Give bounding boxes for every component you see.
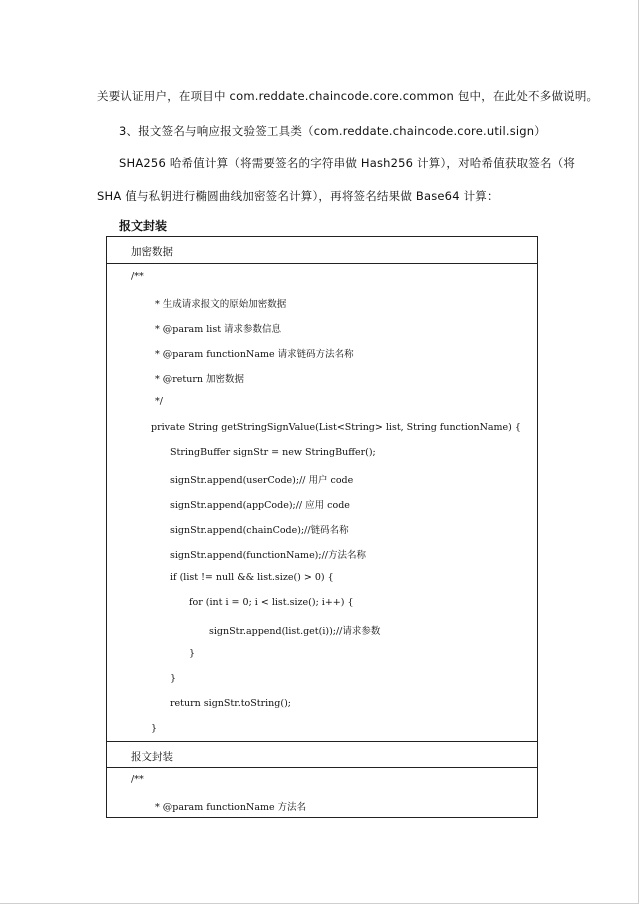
code-line: signStr.append(list.get(i));//请求参数 [209, 626, 381, 637]
paragraph-sha-line2: SHA 值与私钥进行椭圆曲线加密签名计算），再将签名结果做 Base64 计算： [97, 189, 499, 203]
block1-label: 加密数据 [131, 246, 173, 258]
code-line: signStr.append(functionName);//方法名称 [170, 550, 366, 561]
code-line: * 生成请求报文的原始加密数据 [155, 299, 287, 310]
code-line: */ [155, 396, 163, 407]
block1-header [107, 237, 537, 264]
code-line: /** [131, 271, 144, 282]
code-line: private String getStringSignValue(List<String> list, String functionName) { [151, 422, 521, 433]
block2-label: 报文封装 [131, 751, 173, 763]
code-line: } [170, 673, 177, 684]
block2-header [107, 741, 537, 768]
code-line: signStr.append(chainCode);//链码名称 [170, 525, 349, 536]
code-line: return signStr.toString(); [170, 698, 291, 709]
code-line: } [151, 723, 158, 734]
code-line: * @param functionName 方法名 [155, 802, 307, 813]
code-line: * @param list 请求参数信息 [155, 324, 282, 335]
paragraph-sha-line1: SHA256 哈希值计算（将需要签名的字符串做 Hash256 计算），对哈希值获取签名（将 [119, 156, 576, 170]
code-line: for (int i = 0; i < list.size(); i++) { [189, 597, 354, 608]
paragraph-intro: 关要认证用户，在项目中 com.reddate.chaincode.core.common 包中，在此处不多做说明。 [97, 89, 599, 103]
code-line: signStr.append(userCode);// 用户 code [170, 475, 354, 486]
code-line: * @param functionName 请求链码方法名称 [155, 349, 354, 360]
paragraph-section-title: 3、报文签名与响应报文验签工具类（com.reddate.chaincode.core.util.sign） [119, 124, 546, 138]
code-table [106, 236, 538, 818]
section-heading: 报文封装 [119, 219, 168, 233]
code-line: /** [131, 774, 144, 785]
code-line: signStr.append(appCode);// 应用 code [170, 500, 350, 511]
code-line: } [189, 648, 196, 659]
code-line: * @return 加密数据 [155, 374, 245, 385]
code-line: StringBuffer signStr = new StringBuffer(); [170, 447, 376, 458]
code-line: if (list != null && list.size() > 0) { [170, 572, 334, 583]
